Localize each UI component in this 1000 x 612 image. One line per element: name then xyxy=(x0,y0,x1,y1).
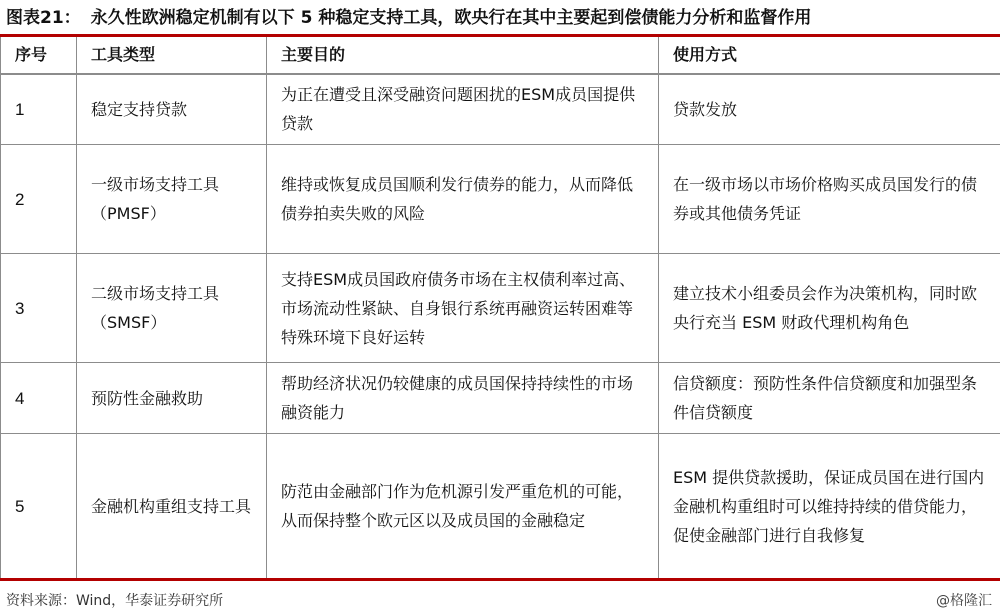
row-usage: 建立技术小组委员会作为决策机构，同时欧央行充当 ESM 财政代理机构角色 xyxy=(659,254,1000,363)
row-purpose: 支持ESM成员国政府债务市场在主权债利率过高、市场流动性紧缺、自身银行系统再融资运转困难等特殊环境下良好运转 xyxy=(267,254,659,363)
table-row xyxy=(1,363,1000,434)
row-usage: ESM 提供贷款援助，保证成员国在进行国内金融机构重组时可以维持持续的借贷能力，促使金融部门进行自我修复 xyxy=(659,434,1000,580)
row-usage: 信贷额度：预防性条件信贷额度和加强型条件信贷额度 xyxy=(659,363,1000,434)
row-num: 1 xyxy=(1,74,77,145)
table-header-row xyxy=(1,36,1000,74)
table-row xyxy=(1,145,1000,254)
table-row xyxy=(1,434,1000,580)
header-purpose: 主要目的 xyxy=(267,36,659,74)
header-type: 工具类型 xyxy=(77,36,267,74)
row-type: 一级市场支持工具（PMSF） xyxy=(77,145,267,254)
tools-table xyxy=(0,34,1000,581)
row-num: 2 xyxy=(1,145,77,254)
row-purpose: 帮助经济状况仍较健康的成员国保持持续性的市场融资能力 xyxy=(267,363,659,434)
row-num: 4 xyxy=(1,363,77,434)
figure-title-text: 永久性欧洲稳定机制有以下 5 种稳定支持工具，欧央行在其中主要起到偿债能力分析和监督作用 xyxy=(90,8,812,28)
row-usage: 在一级市场以市场价格购买成员国发行的债券或其他债务凭证 xyxy=(659,145,1000,254)
row-purpose: 维持或恢复成员国顺利发行债券的能力，从而降低债券拍卖失败的风险 xyxy=(267,145,659,254)
row-usage: 贷款发放 xyxy=(659,74,1000,145)
row-type: 预防性金融救助 xyxy=(77,363,267,434)
table-row xyxy=(1,74,1000,145)
header-num: 序号 xyxy=(1,36,77,74)
table-row xyxy=(1,254,1000,363)
row-purpose: 防范由金融部门作为危机源引发严重危机的可能，从而保持整个欧元区以及成员国的金融稳定 xyxy=(267,434,659,580)
watermark: @格隆汇 xyxy=(936,593,992,609)
figure-label: 图表21： xyxy=(6,8,81,28)
row-type: 金融机构重组支持工具 xyxy=(77,434,267,580)
figure-title xyxy=(6,6,994,30)
row-type: 二级市场支持工具 （SMSF） xyxy=(77,254,267,363)
row-num: 5 xyxy=(1,434,77,580)
row-num: 3 xyxy=(1,254,77,363)
row-purpose: 为正在遭受且深受融资问题困扰的ESM成员国提供贷款 xyxy=(267,74,659,145)
source-note: 资料来源：Wind，华泰证券研究所 xyxy=(6,593,224,609)
row-type: 稳定支持贷款 xyxy=(77,74,267,145)
header-usage: 使用方式 xyxy=(659,36,1000,74)
